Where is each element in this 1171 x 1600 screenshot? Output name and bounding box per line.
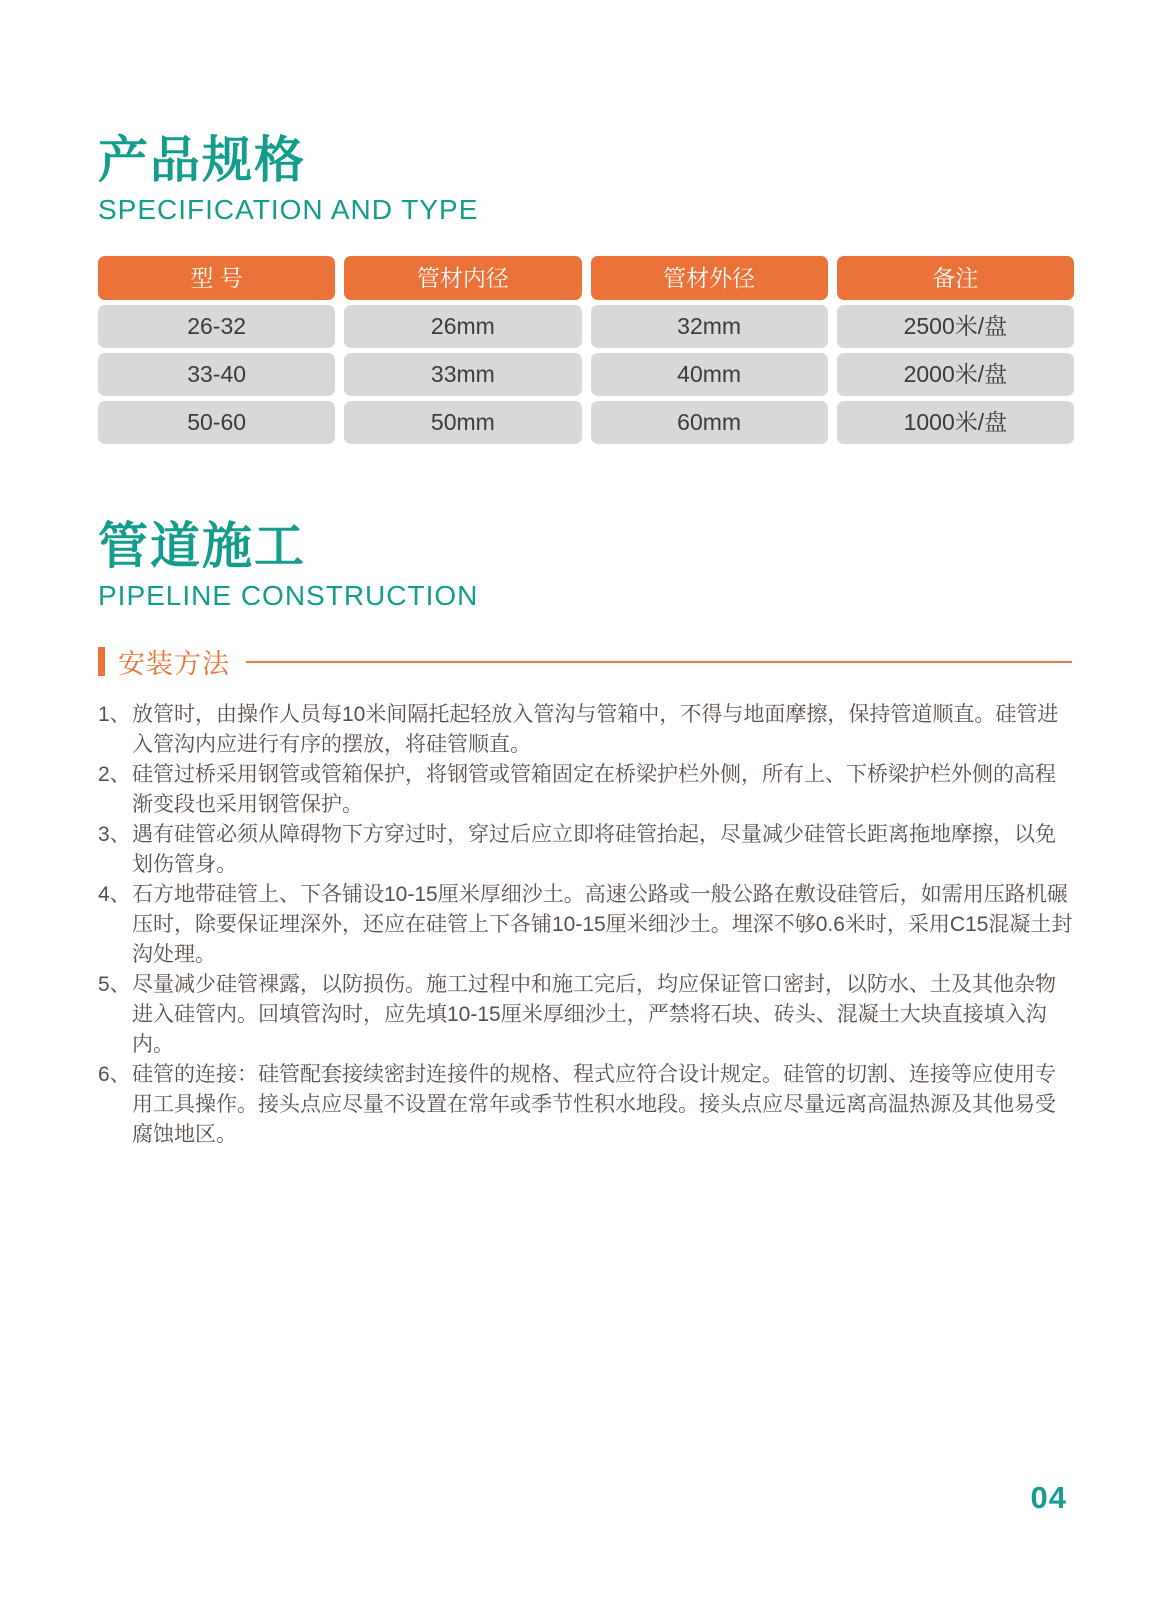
table-cell: 60mm [591,401,828,444]
table-cell: 50mm [344,401,581,444]
list-item [98,760,1074,820]
list-item-text: 尽量减少硅管裸露，以防损伤。施工过程中和施工完后，均应保证管口密封，以防水、土及其他杂物进入硅管内。回填管沟时，应先填10-15厘米厚细沙土，严禁将石块、砖头、混凝土大块直接填入沟内。 [132,973,1056,1056]
list-item-number: 1、 [98,703,131,726]
spec-title-zh: 产品规格 [98,132,306,188]
list-item [98,880,1074,970]
table-cell: 32mm [591,305,828,348]
table-cell: 33mm [344,353,581,396]
list-item-number: 3、 [98,823,131,846]
table-cell: 2000米/盘 [837,353,1074,396]
construction-title-en: PIPELINE CONSTRUCTION [98,580,479,611]
construction-section [98,520,1074,1150]
spec-title-en: SPECIFICATION AND TYPE [98,194,479,225]
list-item [98,820,1074,880]
table-header-remark: 备注 [837,256,1074,300]
section-rule-line [246,661,1072,663]
spec-section [98,134,1074,444]
list-item-number: 4、 [98,883,131,906]
table-cell: 26-32 [98,305,335,348]
table-cell: 1000米/盘 [837,401,1074,444]
list-item-text: 硅管过桥采用钢管或管箱保护，将钢管或管箱固定在桥梁护栏外侧，所有上、下桥梁护栏外侧的高程渐变段也采用钢管保护。 [132,763,1056,816]
list-item-text: 石方地带硅管上、下各铺设10-15厘米厚细沙土。高速公路或一般公路在敷设硅管后，如需用压路机碾压时，除要保证埋深外，还应在硅管上下各铺10-15厘米细沙土。埋深不够0.6米时，采用C15混凝土封沟处理。 [132,883,1073,966]
list-item-text: 放管时，由操作人员每10米间隔托起轻放入管沟与管箱中，不得与地面摩擦，保持管道顺直。硅管进入管沟内应进行有序的摆放，将硅管顺直。 [132,703,1059,756]
table-header-outer-diameter: 管材外径 [591,256,828,300]
table-header-model: 型 号 [98,256,335,300]
table-cell: 2500米/盘 [837,305,1074,348]
install-method-heading: 安装方法 [118,649,230,679]
spec-table [98,256,1074,444]
list-item [98,700,1074,760]
table-cell: 40mm [591,353,828,396]
list-item [98,970,1074,1060]
construction-title-zh: 管道施工 [98,518,306,574]
install-method-header [98,642,1074,681]
page-number: 04 [1030,1480,1067,1515]
list-item-text: 遇有硅管必须从障碍物下方穿过时，穿过后应立即将硅管抬起，尽量减少硅管长距离拖地摩擦，以免划伤管身。 [132,823,1056,876]
table-cell: 33-40 [98,353,335,396]
list-item-number: 5、 [98,973,131,996]
list-item-number: 6、 [98,1063,131,1086]
list-item-text: 硅管的连接：硅管配套接续密封连接件的规格、程式应符合设计规定。硅管的切割、连接等应使用专用工具操作。接头点应尽量不设置在常年或季节性积水地段。接头点应尽量远离高温热源及其他易受腐蚀地区。 [132,1063,1056,1146]
list-item-number: 2、 [98,763,131,786]
table-cell: 26mm [344,305,581,348]
table-cell: 50-60 [98,401,335,444]
list-item [98,1060,1074,1150]
section-accent-bar [98,647,105,676]
install-method-list [98,700,1074,1150]
table-header-inner-diameter: 管材内径 [344,256,581,300]
